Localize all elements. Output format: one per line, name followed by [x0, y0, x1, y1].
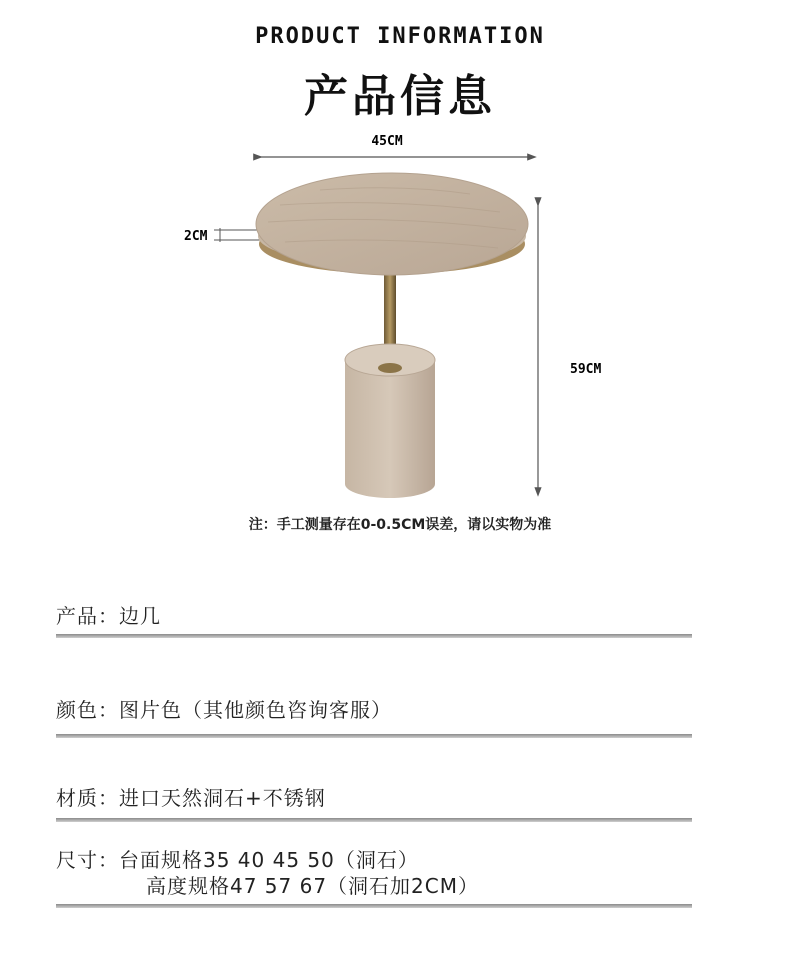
divider-3 — [56, 818, 692, 822]
table-base — [345, 360, 435, 498]
spec-size-line1: 尺寸：台面规格35 40 45 50（洞石） — [56, 848, 419, 872]
divider-4 — [56, 904, 692, 908]
spec-size-line2: 高度规格47 57 67（洞石加2CM） — [146, 874, 480, 898]
divider-1 — [56, 634, 692, 638]
measurement-note: 注：手工测量存在0-0.5CM误差，请以实物为准 — [248, 517, 552, 533]
title-english: PRODUCT INFORMATION — [255, 24, 545, 49]
spec-product: 产品：边几 — [56, 604, 161, 628]
divider-2 — [56, 734, 692, 738]
height-label: 59CM — [570, 362, 602, 377]
spec-material: 材质：进口天然洞石+不锈钢 — [56, 786, 326, 810]
title-chinese: 产品信息 — [304, 71, 496, 122]
thickness-label: 2CM — [184, 229, 208, 244]
pole-joint — [378, 363, 402, 373]
width-label: 45CM — [371, 134, 403, 149]
spec-color: 颜色：图片色（其他颜色咨询客服） — [56, 698, 392, 722]
